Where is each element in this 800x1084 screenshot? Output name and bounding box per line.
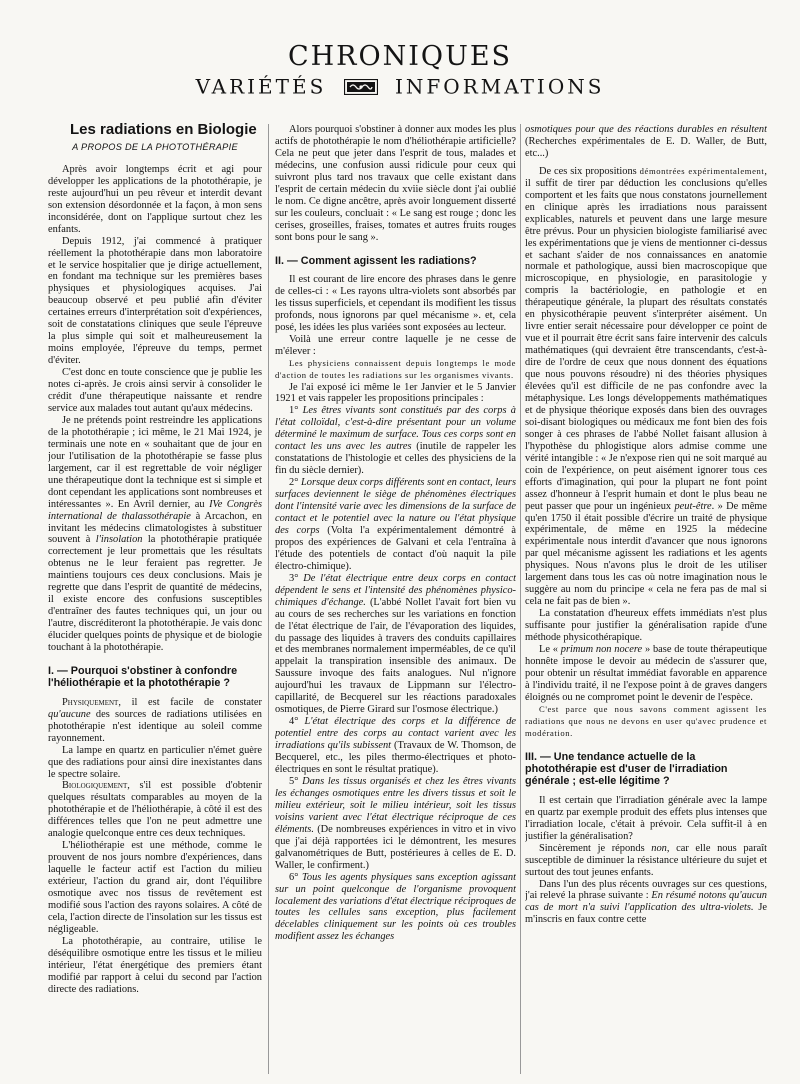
article-title: Les radiations en Biologie	[70, 121, 257, 138]
section-right-label: INFORMATIONS	[395, 74, 605, 99]
text-run: (De nombreuses expériences in vitro et in vivo que j'ai déjà rapportées ici le démontrent, les mesures galvanométriques de Butt, postérieures à celles de E. D. Waller, le confirment.)	[275, 823, 516, 871]
text-run: (inutile de rappeler les constatations de l'histologie et celles des physiciens de la fin du siècle dernier).	[275, 441, 516, 477]
section-heading: I. — Pourquoi s'obstiner à confondre l'héliothérapie et la photothérapie ?	[48, 664, 238, 690]
paragraph	[525, 843, 767, 879]
text-run: Je ne prétends point restreindre les applications de la photothérapie ; ici même, le 21 Mai 1924, je terminais une note en « souhaitant que de jour en jour l'utilisation de la photothérapie se fasse plus largement, car il est regrettable de voir négliger une thérapeutique dont la technique est si simple et dont cependant les applications sont nombreuses et intéressantes ». En Avril dernier, au	[48, 414, 262, 510]
paragraph	[48, 415, 262, 654]
paragraph: Depuis 1912, j'ai commencé à pratiquer réellement la photothérapie dans mon laboratoire et le service hospitalier que je dirige actuellement, en fondant ma technique sur les premières bases physiques et physiologiques acquises. J'ai beaucoup observé et peu publié afin d'éviter certaines erreurs d'interprétation soit d'expériences, soit de constatations cliniques que seule l'épreuve la plus simple qui soit et malheureusement la moins employée, l'épreuve du temps, permet d'éviter.	[48, 235, 262, 367]
list-item	[275, 405, 516, 477]
list-item	[275, 716, 516, 776]
italic-run: primum non nocere	[560, 643, 643, 655]
text-run: De ces six propositions	[539, 165, 640, 177]
smallcaps-run: Physiquement	[62, 696, 119, 708]
paragraph: La lampe en quartz en particulier n'émet guère que des radiations pour ainsi dire inexistantes dans le spectre solaire.	[48, 744, 262, 780]
paragraph	[48, 697, 262, 745]
text-run: Le «	[539, 643, 561, 655]
paragraph	[525, 879, 767, 927]
italic-run: Lorsque deux corps différents sont en contact, leurs surfaces deviennent le siège de phénomènes électriques dont l'intensité varie avec les dimensions de la surface de contact et le potentiel avec la nature ou l'état physique des corps	[275, 477, 516, 536]
column-3	[525, 124, 767, 1084]
list-number: 6°	[289, 871, 303, 883]
text-run: (Travaux de W. Thomson, de Becquerel, etc., les piles thermo-électriques et photo-électriques en sont le résultat pratique).	[275, 740, 516, 776]
paragraph	[525, 124, 767, 160]
italic-run: IVe Congrès international de thalassothérapie	[48, 498, 262, 522]
column-divider	[520, 124, 521, 1074]
paragraph: L'héliothérapie est une méthode, comme le prouvent de nos jours nombre d'expériences, dans laquelle le facteur actif est l'action du milieu extérieur, l'action du grand air, dont l'équilibre osmotique avec nos tissus de revêtement est modifié sous l'action des rayons solaires. A côté de cela, l'action directe de l'insolation sur les tissus est négligeable.	[48, 840, 262, 935]
paragraph: Il est certain que l'irradiation générale avec la lampe en quartz par exemple produit des effets plus intenses que l'irradiation locale, c'était à prévoir. Cela suffit-il à en justifier la généralisation?	[525, 794, 767, 842]
smallcaps-run: Biologiquement	[62, 780, 128, 792]
section-heading: II. — Comment agissent les radiations?	[275, 254, 477, 267]
italic-run: En résumé notons qu'aucun cas de mort n'a suivi l'application des ultra-violets.	[525, 890, 767, 914]
text-run: » base de toute thérapeutique honnête impose le devoir au médecin de s'assurer que, pour obtenir un résultat immédiat favorable en apparence à l'individu traité, il ne l'expose point à de graves dangers éloignés ou ne compromet point le devenir de l'espèce.	[525, 643, 767, 703]
italic-run: qu'aucune	[48, 708, 91, 720]
text-run: . » De même qu'en 1750 il était possible d'écrire un traité de physique expérimentale, de même en 1925 la médecine expérimentale nous interdit d'avancer que nous ignorons par quel mécanisme agissent les radiations et les agents physiques. Nous n'avons plus le droit de les utiliser largement dans tous les cas où notre imagination nous le suggère au nom du principe « cela ne fera pas de mal si cela ne fait pas de bien ».	[525, 500, 767, 608]
paragraph	[525, 644, 767, 704]
italic-run: L'état électrique des corps et la différence de potentiel entre des corps au contact varient avec les irradiations qu'ils subissent	[275, 716, 516, 752]
text-run: , il suffit de tirer par déduction les conclusions qu'elles comportent et les faits que nous constatons journellement en clinique après les irradiations nous paraissent explicables, naturels et peuvent dans une large mesure être prévus. Pour un physicien biologiste familiarisé avec les expérimentations que je viens de mentionner ci-dessus et sachant s'aider de nos connaissances en anatomie normale et pathologique, aussi bien macroscopique que microscopique, en physiologie, en parasitologie y compris la bactériologie, en pathologie et en thérapeutique générale, la plupart des résultats constatés en physicothérapie peuvent s'interpréter aisément. Un livre entier serait nécessaire pour développer ce point de vue et il pourrait être écrit sans faire intervenir des calculs mathématiques (qui devraient être transcendants, c'est-à-dire de l'ordre de ceux que nous donnent des équations que nous pouvons résoudre) ni des théories physiques élevées qu'il est difficile de ne pas confondre avec la métaphysique. Les longs développements mathématiques et de physique théorique exposés dans bien des ouvrages soi-disant biologiques ou médicaux me font bien des fois songer à ces phrases de l'abbé Nollet faisant allusion à l'hypothèse du phlogistique alors admise comme une vérité intangible : « Je n'expose rien qui ne soit marqué au coin de l'expérience, on peut aisément ignorer tous ces efforts d'imagination, qui pour la plupart ne font point assez d'honneur à l'esprit humain et dont le plus beau ne peut passer que pour un ingénieux	[525, 165, 767, 512]
list-item	[275, 573, 516, 716]
column-1	[48, 118, 262, 1078]
paragraph: La constatation d'heureux effets immédiats n'est plus suffisante pour justifier la généralisation rapide d'une méthode physicothérapique.	[525, 608, 767, 644]
paragraph: Il est courant de lire encore des phrases dans le genre de celles-ci : « Les rayons ultra-violets sont absorbés par les tissus superficiels, et cependant ils modifient les tissus profonds, nous ignorons par quel mécanisme ». et, cela posé, les idées les plus variées sont exposées au lecteur.	[275, 273, 516, 333]
section-title: CHRONIQUES	[287, 41, 513, 72]
paragraph: Je l'ai exposé ici même le 1er Janvier et le 5 Janvier 1921 et vais rappeler les propositions principales :	[275, 381, 516, 405]
column-2	[275, 124, 516, 1084]
text-run: à Arcachon, en invitant les médecins climatologistes à substituer souvent à	[48, 510, 262, 546]
italic-run: peut-être	[674, 500, 712, 512]
paragraph-caps: Les physiciens connaissent depuis longtemps le mode d'action de toutes les radiations sur les organismes vivants.	[275, 357, 516, 380]
section-left-label: VARIÉTÉS	[195, 74, 327, 99]
paragraph-caps: C'est parce que nous savons comment agissent les radiations que nous ne devons en user qu'avec prudence et modération.	[525, 703, 767, 738]
list-number: 2°	[289, 477, 301, 489]
italic-run: De l'état électrique entre deux corps en contact dépendent le sens et l'intensité des phénomènes physico-chimiques d'échange.	[275, 572, 516, 608]
masthead	[0, 42, 800, 100]
paragraph: C'est donc en toute conscience que je publie les notes ci-après. Je crois ainsi servir à consolider le crédit d'une thérapeutique naissante et rendre service aux malades tout autant qu'aux médecins.	[48, 367, 262, 414]
list-item	[275, 872, 516, 944]
text-run: Sincèrement je réponds	[539, 842, 652, 854]
paragraph	[48, 780, 262, 840]
text-run: , il est facile de constater	[118, 696, 262, 708]
italic-run: Dans les tissus organisés et chez les êtres vivants les échanges osmotiques entre les divers tissus et soit le milieu extérieur, soit le milieu intérieur, soit les tissus voisins varient avec l'état électrique réciproque de ces éléments.	[275, 775, 516, 835]
list-number: 3°	[289, 572, 304, 584]
text-run: , car elle nous paraît susceptible de diminuer la résistance ultérieure du sujet et surtout des tout jeunes enfants.	[525, 842, 767, 878]
section-subtitle	[0, 72, 800, 100]
text-run: (L'abbé Nollet l'avait fort bien vu au cours de ses recherches sur les variations en fonction de l'état électrique de l'air, de l'évaporation des liquides, du passage des liquides à travers des conduits capillaires et des membranes normalement imperméables, de ce qu'il appelait la transpiration insensible des animaux. De Saussure invoque des faits analogues. Nul n'ignore aujourd'hui les travaux de Lippmann sur l'électro-capillarité, de Becquerel sur les réactions paradoxales osmotiques, de Pierre Girard sur l'osmose électrique.)	[275, 596, 516, 716]
column-divider	[268, 124, 269, 1074]
text-run: Je m'inscris en faux contre cette	[525, 902, 767, 926]
text-run: Dans l'un des plus récents ouvrages sur ces questions, j'ai relevé la phrase suivante :	[525, 878, 767, 902]
caps-run: démontrées expérimentalement	[639, 165, 765, 176]
italic-run: Tous les agents physiques sans exception agissant sur un point quelconque de l'organisme provoquent localement des variations d'état électrique réciproques de toutes les cellules sans exception, plus facilement décelables cliniquement sur les points où ces troubles modifient assez les échanges	[275, 871, 516, 943]
section-heading: III. — Une tendance actuelle de la photothérapie est d'user de l'irradiation générale ; est-elle légitime ?	[525, 750, 728, 788]
text-run: (Recherches expérimentales de E. D. Waller, de Butt, etc...)	[525, 135, 767, 159]
paragraph: Après avoir longtemps écrit et agi pour développer les applications de la photothérapie, je reste aujourd'hui un peu rêveur et interdit devant son extension désordonnée et la façon, à mon sens inconsidérée, dont on l'applique surtout chez les enfants.	[48, 163, 262, 235]
text-run: des sources de radiations utilisées en photothérapie n'est identique au soleil comme rayonnement.	[48, 708, 262, 744]
paragraph: La photothérapie, au contraire, utilise le déséquilibre osmotique entre les tissus et le milieu intérieur, l'état énergétique des premiers étant modifié par rapport à celui du second par l'action directe des radiations.	[48, 935, 262, 995]
text-run: , s'il est possible d'obtenir quelques résultats comparables au moyen de la photothérapie et de l'héliothérapie, à côté il est des différences telles que l'on ne peut admettre une analogie quelconque entre ces deux techniques.	[48, 780, 262, 840]
text-run: la photothérapie pratiquée correctement je leur promettais que les résultats obtenus ne le leur feraient pas regretter. Je maintiens toujours ces deux conclusions. Mais je regrette que dans l'esprit de quantité de médecins, il existe encore des confusions susceptibles d'entraîner des fautes techniques qui, un jour ou l'autre, discréditeront la photothérapie. Je vais donc élucider quelques points de physique et de biologie touchant à la photothérapie.	[48, 534, 262, 654]
list-number: 5°	[289, 775, 303, 787]
list-item	[275, 776, 516, 872]
italic-run: non	[651, 842, 667, 854]
list-number: 4°	[289, 716, 305, 728]
ornament-icon	[344, 79, 378, 95]
text-run: (Volta l'a expérimentalement démontré à propos des expériences de Galvani et cela l'entraîna à l'étude des potentiels de contact d'où naquit la pile électro-chimique).	[275, 524, 516, 572]
italic-run: Les êtres vivants sont constitués par des corps à l'état colloïdal, c'est-à-dire présentant pour un volume déterminé le maximum de surface. Tous ces corps sont en contact les uns avec les autres	[275, 405, 516, 453]
paragraph: Alors pourquoi s'obstiner à donner aux modes les plus actifs de photothérapie le nom d'héliothérapie artificielle? Cela ne peut que jeter dans l'esprit de tous, malades et médecins, une confusion aussi ridicule pour ceux qui suivront plus tard nos travaux que celle existant dans l'esprit de certain médecin du xviie siècle dont j'ai oublié le nom. Ce digne ancêtre, après avoir longuement disserté sur les couleurs, concluait : « Le sang est rouge ; donc les cerises, groseilles, fraises, tomates et autres fruits rouges sont bons pour le sang ».	[275, 124, 516, 243]
italic-run: l'insolation	[95, 534, 143, 546]
italic-run: osmotiques pour que des réactions durables en résultent	[525, 124, 767, 135]
paragraph: Voilà une erreur contre laquelle je ne cesse de m'élever :	[275, 333, 516, 357]
paragraph	[525, 166, 767, 608]
article-subtitle: A PROPOS DE LA PHOTOTHÉRAPIE	[72, 141, 238, 152]
list-number: 1°	[289, 405, 303, 417]
list-item	[275, 477, 516, 573]
